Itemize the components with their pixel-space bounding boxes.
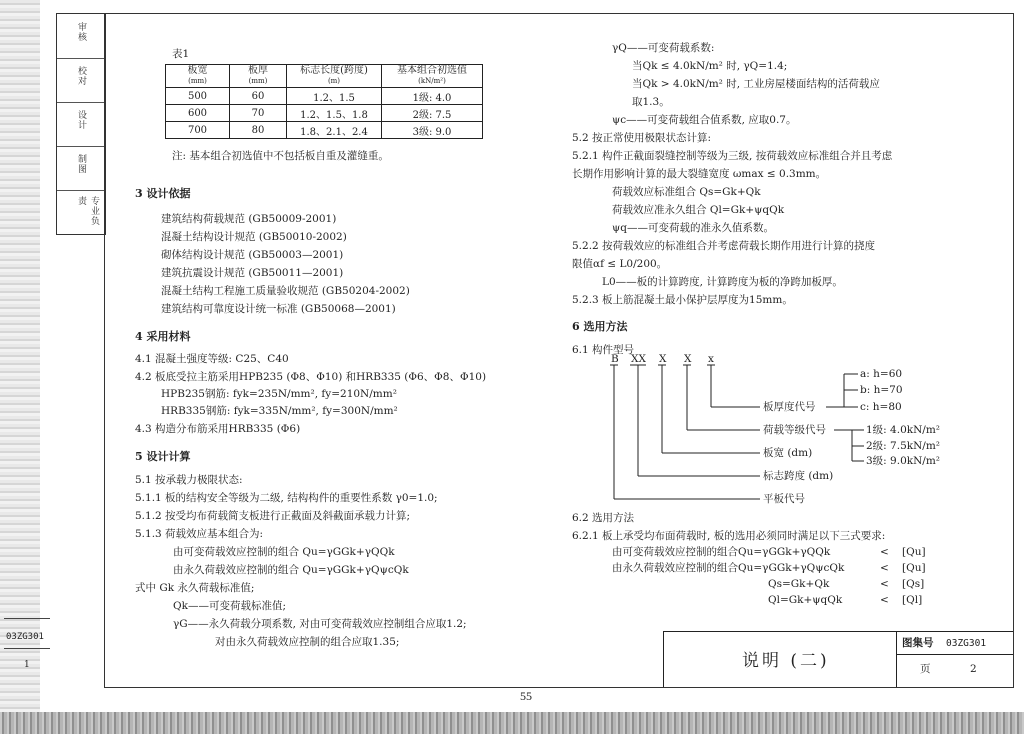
header-cell: 板宽 [187, 65, 208, 76]
table-label: 表1 [172, 48, 190, 60]
text-line: 式中 Gk 永久荷载标准值; [135, 582, 255, 594]
formula-limit: [Qu] [902, 562, 926, 574]
binder-page: 1 [24, 660, 30, 670]
signoff-cell: 审核 [76, 22, 86, 42]
page-number: 55 [520, 689, 532, 703]
drawing-title: 说明 (二) [742, 651, 830, 671]
signoff-cell: 设计 [76, 110, 86, 130]
header-cell: 基本组合初选值 [397, 65, 467, 76]
table-row: 700 80 1.8、2.1、2.4 3级: 9.0 [166, 122, 483, 139]
signoff-cell: 校对 [76, 66, 86, 86]
table-header-row: 板宽 (mm) 板厚 (mm) 标志长度(跨度) (m) 基本组合初选值 (kN/m²) [166, 65, 483, 88]
code-label: 板厚度代号 [763, 401, 816, 413]
text-line: 当Qk ≤ 4.0kN/m² 时, γQ=1.4; [632, 60, 788, 72]
code-letter: XX [631, 353, 646, 365]
text-line: 6.1 构件型号 [572, 344, 635, 356]
text-line: 5.1.2 按受均布荷载简支板进行正截面及斜截面承载力计算; [135, 510, 411, 522]
text-line: 5.2 按正常使用极限状态计算: [572, 132, 712, 144]
text-line: 4.2 板底受拉主筋采用HPB235 (Φ8、Φ10) 和HRB335 (Φ6、Φ8、Φ10) [135, 371, 487, 383]
header-cell: 标志长度(跨度) [300, 65, 368, 76]
text-line: 混凝土结构工程施工质量验收规范 (GB50204-2002) [161, 285, 410, 297]
table-row: 600 70 1.2、1.5、1.8 2级: 7.5 [166, 105, 483, 122]
signoff-cell: 专业负责 [76, 196, 99, 226]
load-level: 2级: 7.5kN/m² [866, 440, 941, 452]
code-letter: B [611, 353, 619, 365]
code-letter: X [659, 353, 667, 365]
formula-limit: [Qs] [902, 578, 925, 590]
formula: Qu=γGGk+γQQk [738, 546, 831, 558]
text-line: 5.1.1 板的结构安全等级为二级, 结构构件的重要性系数 γ0=1.0; [135, 492, 438, 504]
formula-limit: [Ql] [902, 594, 923, 606]
atlas-label: 图集号 [902, 637, 934, 649]
text-line: HRB335钢筋: fyk=335N/mm², fy=300N/mm² [161, 405, 398, 417]
table-row: 500 60 1.2、1.5 1级: 4.0 [166, 88, 483, 105]
formula-label: 由可变荷载效应控制的组合 [612, 546, 738, 558]
formula-limit: [Qu] [902, 546, 926, 558]
text-line: 砌体结构设计规范 (GB50003—2001) [161, 249, 344, 261]
text-line: ψq——可变荷载的准永久值系数。 [612, 222, 774, 234]
code-label: 标志跨度 (dm) [763, 470, 834, 482]
section-heading: 3 设计依据 [135, 187, 191, 200]
formula: Qs=Gk+Qk [768, 578, 830, 590]
code-label: 平板代号 [763, 493, 805, 505]
page-label: 页 [920, 663, 931, 675]
text-line: ψc——可变荷载组合值系数, 应取0.7。 [612, 114, 797, 126]
code-letter: x [708, 353, 714, 365]
atlas-number: 03ZG301 [946, 638, 987, 649]
text-line: 5.2.1 构件正截面裂缝控制等级为三级, 按荷载效应标准组合并且考虑 [572, 150, 893, 162]
text-line: 荷载效应准永久组合 Ql=Gk+ψqQk [612, 204, 785, 216]
text-line: 5.1 按承载力极限状态: [135, 474, 243, 486]
text-line: 建筑结构荷载规范 (GB50009-2001) [161, 213, 337, 225]
text-line: γQ——可变荷载系数: [612, 42, 715, 54]
section-heading: 4 采用材料 [135, 330, 191, 343]
header-cell: 板厚 [248, 65, 268, 76]
text-line: 对由永久荷载效应控制的组合应取1.35; [215, 636, 400, 648]
text-line: 4.3 构造分布筋采用HRB335 (Φ6) [135, 423, 301, 435]
text-line: 长期作用影响计算的最大裂缝宽度 ωmax ≤ 0.3mm。 [572, 168, 827, 180]
code-label: 荷载等级代号 [763, 424, 826, 436]
thickness-code: b: h=70 [860, 384, 903, 396]
thickness-code: a: h=60 [860, 368, 903, 380]
table-note: 注: 基本组合初选值中不包括板自重及灌缝重。 [172, 150, 389, 162]
thickness-code: c: h=80 [860, 401, 902, 413]
text-line: 限值αf ≤ L0/200。 [572, 258, 668, 270]
formula: Qu=γGGk+γQψcQk [738, 562, 845, 574]
text-line: 由永久荷载效应控制的组合 Qu=γGGk+γQψcQk [173, 564, 409, 576]
formula-compare: < [880, 578, 889, 590]
text-line: HPB235钢筋: fyk=235N/mm², fy=210N/mm² [161, 388, 397, 400]
formula-compare: < [880, 594, 889, 606]
text-line: 当Qk > 4.0kN/m² 时, 工业房屋楼面结构的活荷载应 [632, 78, 880, 90]
load-level: 1级: 4.0kN/m² [866, 424, 941, 436]
section-heading: 5 设计计算 [135, 450, 191, 463]
text-line: 混凝土结构设计规范 (GB50010-2002) [161, 231, 347, 243]
text-line: 4.1 混凝土强度等级: C25、C40 [135, 353, 289, 365]
subsection-heading: 6.2 选用方法 [572, 512, 635, 524]
code-label: 板宽 (dm) [763, 447, 813, 459]
text-line: Qk——可变荷载标准值; [173, 600, 287, 612]
text-line: L0——板的计算跨度, 计算跨度为板的净跨加板厚。 [602, 276, 843, 288]
signoff-cell: 制图 [76, 154, 86, 174]
load-level: 3级: 9.0kN/m² [866, 455, 941, 467]
text-line: 5.1.3 荷载效应基本组合为: [135, 528, 264, 540]
binder-code: 03ZG301 [6, 632, 44, 642]
text-line: 由可变荷载效应控制的组合 Qu=γGGk+γQQk [173, 546, 395, 558]
text-line: 建筑结构可靠度设计统一标准 (GB50068—2001) [161, 303, 396, 315]
formula-label: 由永久荷载效应控制的组合 [612, 562, 738, 574]
text-line: 6.2.1 板上承受均布面荷载时, 板的选用必须同时满足以下三式要求: [572, 530, 886, 542]
code-letter: X [684, 353, 692, 365]
text-line: 5.2.3 板上筋混凝土最小保护层厚度为15mm。 [572, 294, 793, 306]
page-number-cell: 2 [970, 663, 977, 675]
formula-compare: < [880, 562, 889, 574]
section-heading: 6 选用方法 [572, 320, 628, 333]
text-line: 荷载效应标准组合 Qs=Gk+Qk [612, 186, 761, 198]
title-block [663, 631, 1013, 687]
text-line: 取1.3。 [632, 96, 670, 108]
formula-compare: < [880, 546, 889, 558]
text-line: 建筑抗震设计规范 (GB50011—2001) [161, 267, 344, 279]
text-line: γG——永久荷载分项系数, 对由可变荷载效应控制组合应取1.2; [173, 618, 467, 630]
text-line: 5.2.2 按荷载效应的标准组合并考虑荷载长期作用进行计算的挠度 [572, 240, 876, 252]
formula: Ql=Gk+ψqQk [768, 594, 843, 606]
